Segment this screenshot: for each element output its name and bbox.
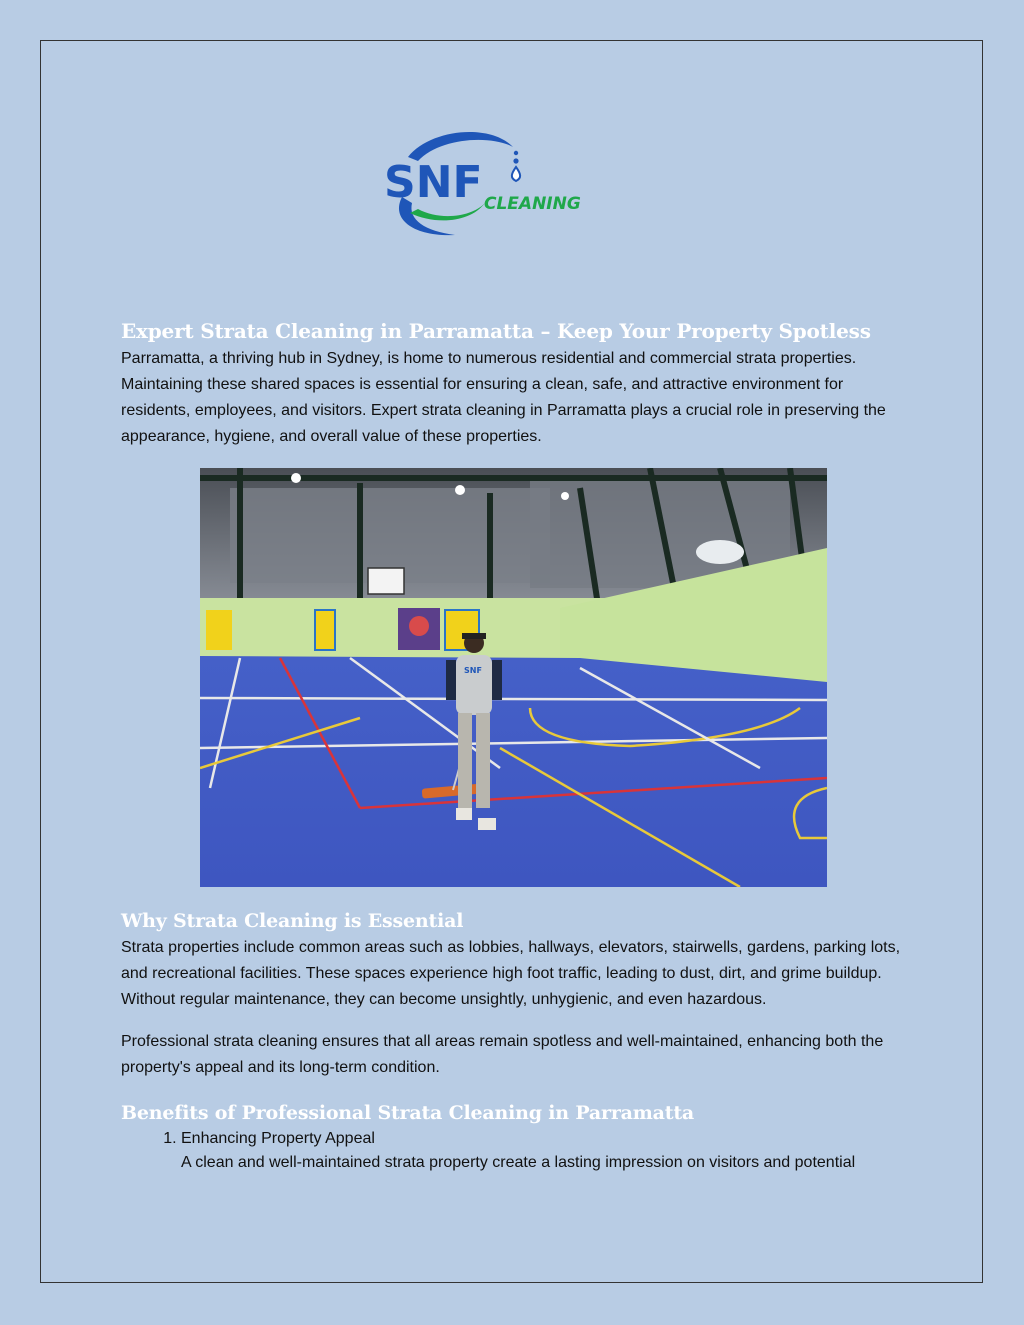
benefits-list (121, 1127, 911, 1175)
document-content (121, 316, 911, 1175)
heading-benefits: Benefits of Professional Strata Cleaning in Parramatta (121, 1102, 695, 1124)
photo-door-left (315, 610, 335, 650)
logo-water-drop-icon (512, 167, 520, 181)
photo-door-far-left (206, 610, 232, 650)
why-paragraph-1: Strata properties include common areas such as lobbies, hallways, elevators, stairwells, gardens, parking lots, and recreational facilities. These spaces experience high foot traffic, leading to dust, dirt, and grime buildup. Without regular maintenance, they can become unsightly, unhygienic, and even hazardous. (121, 939, 901, 1008)
logo-graphic (380, 125, 595, 240)
photo-backboard (368, 568, 404, 594)
why-paragraph-2: Professional strata cleaning ensures that all areas remain spotless and well-maintained, enhancing both the property's appeal and its long-term condition. (121, 1033, 884, 1076)
photo-court-floor (200, 656, 827, 887)
benefit-item-desc: A clean and well-maintained strata property create a lasting impression on visitors and potential (181, 1154, 856, 1171)
logo-sub-text: CLEANING (484, 194, 581, 214)
logo-brand-text: SNF (384, 157, 483, 208)
photo-illustration (200, 468, 827, 887)
heading-why-strata-cleaning: Why Strata Cleaning is Essential (121, 910, 464, 932)
logo-drop-small-icon (514, 151, 518, 155)
intro-paragraph: Parramatta, a thriving hub in Sydney, is home to numerous residential and commercial strata properties. Maintaining these shared spaces is essential for ensuring a clean, safe, and attractive environment for residents, employees, and visitors. Expert strata cleaning in Parramatta plays a crucial role in preserving the appearance, hygiene, and overall value of these properties. (121, 350, 886, 445)
gym-cleaning-photo (200, 468, 827, 887)
photo-shirt-logo: SNF (464, 666, 482, 675)
heading-expert-strata-cleaning: Expert Strata Cleaning in Parramatta – Keep Your Property Spotless (121, 319, 871, 343)
photo-banner (696, 540, 744, 564)
benefit-item-title: Enhancing Property Appeal (181, 1130, 375, 1147)
benefit-item (181, 1127, 911, 1175)
snf-cleaning-logo (380, 125, 595, 240)
logo-drop-medium-icon (513, 158, 518, 163)
